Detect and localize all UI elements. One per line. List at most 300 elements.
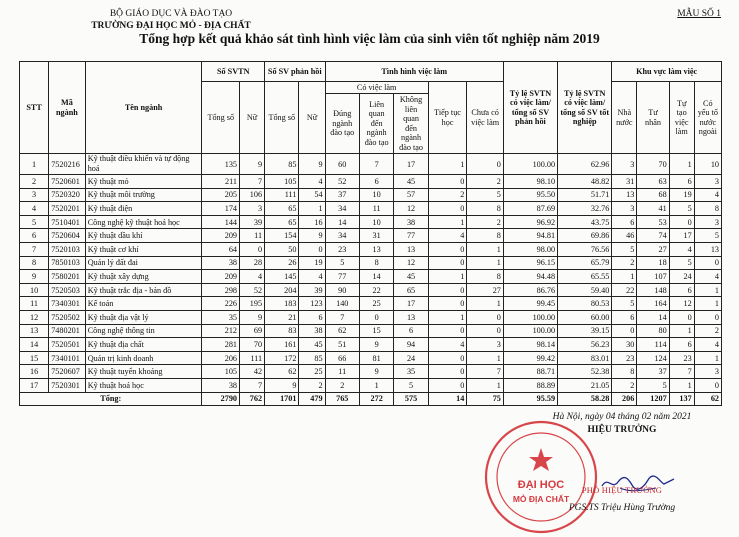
row-cell: 6 [669,283,694,297]
row-cell: 70 [637,154,669,175]
row-cell: 0 [467,154,504,175]
col-co-viec-lam: Có việc làm [325,82,428,94]
row-code: 7520216 [49,154,86,175]
row-cell: 4 [694,270,721,284]
row-cell: 25 [359,297,393,311]
row-cell: 154 [265,229,299,243]
row-cell: 5 [637,378,669,392]
row-cell: 19 [299,256,325,270]
row-cell: 88.89 [503,378,557,392]
ministry-name: BỘ GIÁO DỤC VÀ ĐÀO TẠO [109,9,233,19]
row-stt: 4 [20,202,49,216]
row-cell: 2 [428,188,467,202]
row-cell: 86.76 [503,283,557,297]
row-cell: 2 [299,378,325,392]
table-row [20,378,722,392]
row-cell: 83 [265,324,299,338]
row-cell: 0 [428,175,467,189]
sign-role: HIỆU TRƯỞNG [587,425,657,435]
row-cell: 15 [359,324,393,338]
row-cell: 2 [467,215,504,229]
row-cell: 9 [265,378,299,392]
row-cell: 11 [240,229,265,243]
row-cell: 2 [467,175,504,189]
row-major: Công nghệ kỹ thuật hoá học [85,215,202,229]
row-cell: 65.79 [558,256,612,270]
row-cell: 50 [265,242,299,256]
row-cell: 9 [240,154,265,175]
row-cell: 195 [240,297,265,311]
row-cell: 0 [612,324,637,338]
table-row [20,365,722,379]
row-cell: 9 [299,229,325,243]
total-cell: 272 [359,392,393,406]
row-cell: 212 [202,324,240,338]
row-major: Kỹ thuật điện [85,202,202,216]
row-cell: 66 [325,351,359,365]
col-yeu-to-nuoc-ngoai: Có yếu tố nước ngoài [694,82,721,154]
row-major: Kỹ thuật xây dựng [85,270,202,284]
row-cell: 64 [202,242,240,256]
row-cell: 70 [240,338,265,352]
total-cell: 95.59 [503,392,557,406]
row-cell: 16 [299,215,325,229]
row-cell: 83.01 [558,351,612,365]
total-cell: 206 [612,392,637,406]
row-major: Kỹ thuật tuyển khoáng [85,365,202,379]
row-cell: 98.14 [503,338,557,352]
row-cell: 52 [240,283,265,297]
row-cell: 0 [428,365,467,379]
row-cell: 281 [202,338,240,352]
row-stt: 8 [20,256,49,270]
row-cell: 65.55 [558,270,612,284]
row-stt: 13 [20,324,49,338]
row-cell: 100.00 [503,154,557,175]
row-cell: 62 [265,365,299,379]
row-cell: 7 [467,365,504,379]
row-cell: 1 [428,154,467,175]
row-cell: 28 [240,256,265,270]
col-chua-co-viec-lam: Chưa có việc làm [467,82,504,154]
row-cell: 4 [669,242,694,256]
row-cell: 10 [694,154,721,175]
survey-table [19,61,722,406]
row-cell: 5 [694,229,721,243]
row-stt: 1 [20,154,49,175]
row-code: 7520502 [49,310,86,324]
row-cell: 39 [299,283,325,297]
table-row [20,188,722,202]
row-cell: 11 [325,365,359,379]
row-cell: 95.50 [503,188,557,202]
row-cell: 17 [394,297,428,311]
table-row [20,283,722,297]
row-major: Kỹ thuật cơ khí [85,242,202,256]
table-row [20,175,722,189]
row-cell: 100.00 [503,310,557,324]
sign-date: Hà Nội, ngày 04 tháng 02 năm 2021 [552,412,692,422]
row-cell: 204 [265,283,299,297]
row-cell: 144 [202,215,240,229]
row-cell: 6 [612,215,637,229]
row-cell: 31 [359,229,393,243]
row-cell: 23 [669,351,694,365]
signer-name: PGS.TS Triệu Hùng Trường [568,503,676,513]
row-stt: 14 [20,338,49,352]
row-cell: 35 [394,365,428,379]
row-cell: 60 [325,154,359,175]
row-cell: 172 [265,351,299,365]
row-cell: 0 [669,310,694,324]
row-cell: 3 [240,202,265,216]
row-code: 7340301 [49,297,86,311]
row-cell: 5 [325,256,359,270]
total-cell: 58.28 [558,392,612,406]
row-cell: 164 [637,297,669,311]
total-cell: 1701 [265,392,299,406]
col-ph-tong-so: Tổng số [265,82,299,154]
row-cell: 27 [637,242,669,256]
row-cell: 0 [428,256,467,270]
total-row [20,392,722,406]
row-cell: 4 [240,270,265,284]
row-cell: 7 [240,175,265,189]
row-cell: 5 [612,242,637,256]
row-cell: 3 [694,215,721,229]
row-cell: 85 [265,154,299,175]
row-cell: 0 [467,324,504,338]
row-cell: 6 [359,175,393,189]
col-khong-lien-quan: Không liên quan đến ngành đào tạo [394,94,428,154]
row-cell: 174 [202,202,240,216]
row-cell: 111 [240,351,265,365]
row-code: 7520103 [49,242,86,256]
row-major: Kỹ thuật mỏ [85,175,202,189]
row-cell: 7 [359,154,393,175]
row-cell: 53 [637,215,669,229]
row-cell: 31 [612,175,637,189]
row-stt: 2 [20,175,49,189]
row-cell: 209 [202,229,240,243]
row-cell: 8 [359,256,393,270]
row-cell: 77 [325,270,359,284]
row-stt: 16 [20,365,49,379]
row-cell: 148 [637,283,669,297]
row-cell: 17 [669,229,694,243]
row-cell: 39.15 [558,324,612,338]
row-cell: 4 [299,175,325,189]
row-cell: 69 [240,324,265,338]
row-cell: 161 [265,338,299,352]
row-cell: 6 [299,310,325,324]
row-cell: 3 [612,202,637,216]
row-cell: 80.53 [558,297,612,311]
row-cell: 80 [637,324,669,338]
row-stt: 15 [20,351,49,365]
row-cell: 114 [637,338,669,352]
total-cell: 137 [669,392,694,406]
row-cell: 96.15 [503,256,557,270]
col-svtn-nu: Nữ [240,82,265,154]
table-row [20,270,722,284]
row-cell: 10 [359,188,393,202]
row-cell: 1 [428,270,467,284]
col-tiep-tuc-hoc: Tiếp tục học [428,82,467,154]
total-cell: 75 [467,392,504,406]
row-cell: 65 [394,283,428,297]
row-cell: 48.82 [558,175,612,189]
col-so-sv-phan-hoi: Số SV phản hồi [265,62,325,82]
row-cell: 1 [669,154,694,175]
col-nha-nuoc: Nhà nước [612,82,637,154]
row-cell: 0 [694,378,721,392]
row-cell: 105 [265,175,299,189]
row-cell: 14 [359,270,393,284]
total-cell: 2790 [202,392,240,406]
row-cell: 1 [669,378,694,392]
row-cell: 24 [669,270,694,284]
table-row [20,351,722,365]
row-cell: 1 [694,297,721,311]
row-cell: 5 [467,188,504,202]
row-cell: 22 [612,283,637,297]
table-row [20,215,722,229]
row-cell: 3 [694,365,721,379]
total-cell: 62 [694,392,721,406]
row-cell: 38 [299,324,325,338]
col-ty-le-tot-nghiep: Tỷ lệ SVTN có việc làm/ tổng số SV tốt nghiệp [558,62,612,154]
row-cell: 46 [612,229,637,243]
table-row [20,297,722,311]
row-cell: 1 [694,351,721,365]
row-major: Quản trị kinh doanh [85,351,202,365]
row-cell: 123 [299,297,325,311]
row-cell: 96.92 [503,215,557,229]
row-cell: 22 [359,283,393,297]
row-code: 7520201 [49,202,86,216]
total-cell: 575 [394,392,428,406]
total-cell: 765 [325,392,359,406]
row-cell: 105 [202,365,240,379]
row-cell: 65 [265,202,299,216]
row-major: Kế toán [85,297,202,311]
row-stt: 7 [20,242,49,256]
row-cell: 9 [359,338,393,352]
row-cell: 87.69 [503,202,557,216]
row-cell: 45 [299,338,325,352]
row-cell: 0 [428,202,467,216]
row-cell: 1 [467,378,504,392]
row-cell: 1 [299,202,325,216]
row-cell: 30 [612,338,637,352]
row-cell: 38 [202,256,240,270]
row-code: 7520607 [49,365,86,379]
row-cell: 18 [637,256,669,270]
row-cell: 94 [394,338,428,352]
row-cell: 9 [299,154,325,175]
row-major: Kỹ thuật trắc địa - bản đồ [85,283,202,297]
row-cell: 74 [637,229,669,243]
row-cell: 41 [637,202,669,216]
row-cell: 2 [694,324,721,338]
row-cell: 19 [669,188,694,202]
row-cell: 1 [467,256,504,270]
row-cell: 26 [265,256,299,270]
col-tu-tao-viec-lam: Tự tạo việc làm [669,82,694,154]
row-cell: 37 [325,188,359,202]
row-cell: 38 [202,378,240,392]
row-cell: 23 [325,242,359,256]
col-lien-quan: Liên quan đến ngành đào tạo [359,94,393,154]
col-dung-nganh: Đúng ngành đào tạo [325,94,359,154]
table-row [20,202,722,216]
table-row [20,229,722,243]
row-cell: 85 [299,351,325,365]
row-cell: 5 [669,202,694,216]
row-cell: 56.23 [558,338,612,352]
row-cell: 13 [612,188,637,202]
row-cell: 6 [394,324,428,338]
row-cell: 7 [325,310,359,324]
table-body [20,154,722,406]
row-cell: 62 [325,324,359,338]
table-row [20,154,722,175]
row-cell: 1 [694,283,721,297]
col-ma-nganh: Mã ngành [49,62,86,154]
col-ph-nu: Nữ [299,82,325,154]
col-ten-nganh: Tên ngành [85,62,202,154]
row-cell: 2 [612,378,637,392]
col-ty-le-phan-hoi: Tỷ lệ SVTN có việc làm/ tổng số SV phản hồi [503,62,557,154]
row-cell: 39 [240,215,265,229]
row-cell: 183 [265,297,299,311]
row-cell: 209 [202,270,240,284]
row-cell: 76.56 [558,242,612,256]
row-cell: 7 [240,378,265,392]
row-code: 7850103 [49,256,86,270]
svg-text:MỎ ĐỊA CHẤT: MỎ ĐỊA CHẤT [512,494,570,504]
row-cell: 68 [637,188,669,202]
total-cell: 762 [240,392,265,406]
row-cell: 24 [394,351,428,365]
row-cell: 2 [325,378,359,392]
row-cell: 6 [669,338,694,352]
row-cell: 4 [694,338,721,352]
row-cell: 0 [299,242,325,256]
row-cell: 5 [612,297,637,311]
row-cell: 34 [325,229,359,243]
row-code: 7510401 [49,215,86,229]
row-cell: 0 [428,297,467,311]
row-cell: 13 [359,242,393,256]
row-cell: 0 [694,256,721,270]
row-code: 7520301 [49,378,86,392]
col-stt: STT [20,62,49,154]
row-cell: 45 [394,175,428,189]
row-cell: 88.71 [503,365,557,379]
row-cell: 205 [202,188,240,202]
table-row [20,338,722,352]
row-cell: 0 [428,351,467,365]
total-cell: 479 [299,392,325,406]
row-cell: 52.38 [558,365,612,379]
row-cell: 4 [428,338,467,352]
row-cell: 8 [467,270,504,284]
row-cell: 1 [467,297,504,311]
row-cell: 57 [394,188,428,202]
row-cell: 1 [467,351,504,365]
row-cell: 9 [359,365,393,379]
row-cell: 5 [669,256,694,270]
row-cell: 45 [394,270,428,284]
row-cell: 38 [394,215,428,229]
row-cell: 107 [637,270,669,284]
row-cell: 12 [394,256,428,270]
row-cell: 37 [637,365,669,379]
row-cell: 1 [612,270,637,284]
row-code: 7520503 [49,283,86,297]
row-cell: 0 [240,242,265,256]
row-cell: 206 [202,351,240,365]
col-khu-vuc: Khu vực làm việc [612,62,722,82]
row-cell: 211 [202,175,240,189]
row-cell: 6 [669,175,694,189]
row-cell: 0 [428,242,467,256]
row-cell: 90 [325,283,359,297]
row-cell: 81 [359,351,393,365]
row-cell: 13 [394,242,428,256]
col-tu-nhan: Tư nhân [637,82,669,154]
row-cell: 1 [467,242,504,256]
row-cell: 100.00 [503,324,557,338]
row-cell: 4 [694,188,721,202]
row-cell: 59.40 [558,283,612,297]
row-cell: 51 [325,338,359,352]
row-cell: 43.75 [558,215,612,229]
row-cell: 98.00 [503,242,557,256]
row-stt: 5 [20,215,49,229]
row-cell: 32.76 [558,202,612,216]
row-cell: 0 [359,310,393,324]
row-cell: 106 [240,188,265,202]
row-code: 7580201 [49,270,86,284]
row-cell: 6 [612,310,637,324]
row-cell: 1 [428,215,467,229]
row-cell: 17 [394,154,428,175]
col-tinh-hinh-viec-lam: Tình hình việc làm [325,62,503,82]
row-cell: 62.96 [558,154,612,175]
row-code: 7520601 [49,175,86,189]
row-cell: 94.48 [503,270,557,284]
row-stt: 12 [20,310,49,324]
col-svtn-tong-so: Tổng số [202,82,240,154]
row-cell: 135 [202,154,240,175]
table-row [20,310,722,324]
row-cell: 1 [359,378,393,392]
sign-deputy-title: PHÓ HIỆU TRƯỞNG [581,485,663,495]
row-cell: 9 [240,310,265,324]
row-cell: 0 [669,215,694,229]
row-code: 7520501 [49,338,86,352]
row-major: Kỹ thuật địa vật lý [85,310,202,324]
row-major: Kỹ thuật môi trường [85,188,202,202]
row-cell: 13 [694,242,721,256]
row-major: Kỹ thuật hoá học [85,378,202,392]
row-cell: 124 [637,351,669,365]
row-stt: 11 [20,297,49,311]
row-major: Kỹ thuật địa chất [85,338,202,352]
